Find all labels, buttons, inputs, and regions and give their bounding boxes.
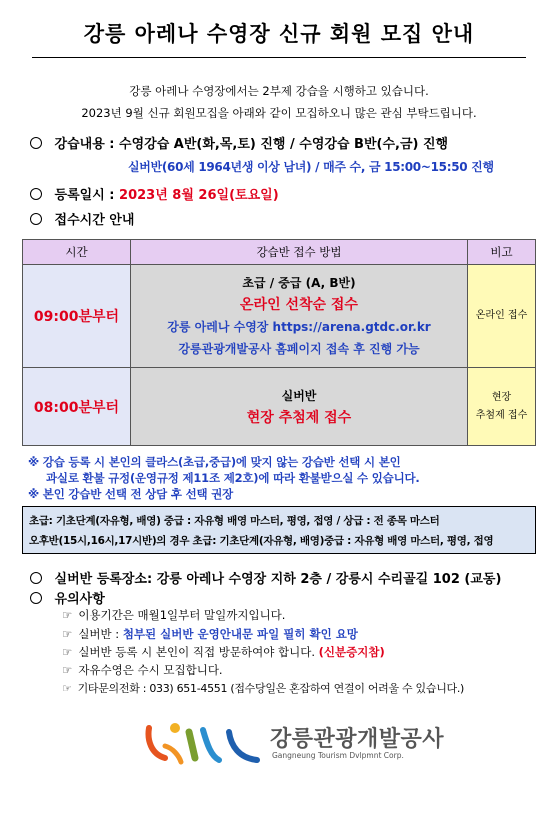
circle-bullet-icon	[30, 572, 42, 584]
row-note	[468, 265, 536, 368]
note-text: 추첨제 접수	[475, 409, 528, 421]
company-name-english: Gangneung Tourism Dvlpmnt Corp.	[272, 751, 404, 760]
reception-row	[30, 209, 134, 228]
circle-bullet-icon	[30, 213, 42, 225]
reception-label: 접수시간 안내	[54, 213, 135, 228]
circle-bullet-icon	[30, 188, 42, 200]
pointing-hand-icon: ☞	[62, 663, 73, 677]
notice-item	[62, 626, 358, 642]
registration-label: 등록일시 :	[54, 188, 115, 203]
pointing-hand-icon: ☞	[62, 682, 72, 695]
warning-line-3: ※ 본인 강습반 선택 전 상담 후 선택 권장	[28, 487, 234, 501]
senior-course-time: / 매주 수, 금 15:00~15:50 진행	[315, 160, 494, 174]
notice-text: 실버반 등록 시 본인이 직접 방문하여야 합니다.	[78, 645, 315, 659]
registration-row	[30, 184, 279, 203]
schedule-table	[22, 239, 536, 446]
warning-line-1: ※ 강습 등록 시 본인의 클라스(초급,중급)에 맞지 않는 강습반 선택 시 본인	[28, 455, 401, 469]
method-class: 초급 / 중급 (A, B반)	[242, 276, 356, 290]
company-logo	[145, 718, 445, 768]
header-note: 비고	[468, 240, 536, 265]
circle-bullet-icon	[30, 137, 42, 149]
notice-emphasis: 첨부된 실버반 운영안내문 파일 필히 확인 요망	[122, 627, 358, 641]
silver-place-text: 실버반 등록장소: 강릉 아레나 수영장 지하 2층 / 강릉시 수리골길 102 (교동)	[54, 572, 502, 587]
row-method	[131, 265, 468, 368]
company-name-korean: 강릉관광개발공사	[270, 727, 445, 752]
method-class: 실버반	[281, 388, 317, 403]
warning-line-2: 과실로 환불 규정(운영규정 제11조 제2호)에 따라 환불받으실 수 있습니다.	[46, 471, 420, 485]
row-note	[468, 368, 536, 446]
pointing-hand-icon: ☞	[62, 645, 73, 659]
method-instruction: 강릉관광개발공사 홈페이지 접속 후 진행 가능	[178, 342, 420, 356]
notice-item	[62, 644, 385, 660]
notice-id-required: (신분증지참)	[318, 645, 385, 659]
senior-course-age: 실버반(60세 1964년생 이상 남녀)	[128, 160, 312, 174]
course-value: 수영강습 A반(화,목,토) 진행 / 수영강습 B반(수,금) 진행	[119, 137, 449, 152]
page-title: 강릉 아레나 수영장 신규 회원 모집 안내	[83, 22, 475, 46]
title-divider	[32, 57, 526, 58]
course-label: 강습내용 :	[54, 137, 115, 152]
level-line-1: 초급: 기초단계(자유형, 배영) 중급 : 자유형 배영 마스터, 평영, 접영 / 상급 : 전 종목 마스터	[29, 515, 440, 527]
note-text: 현장	[491, 391, 512, 403]
row-method	[131, 368, 468, 446]
notice-contact: 기타문의전화 : 033) 651-4551 (접수당일은 혼잡하여 연결이 어려울 수 있습니다.)	[77, 682, 465, 695]
senior-course-line	[128, 158, 494, 175]
intro-line-1: 강릉 아레나 수영장에서는 2부제 강습을 시행하고 있습니다.	[129, 84, 429, 98]
pointing-hand-icon: ☞	[62, 627, 73, 641]
header-time: 시간	[23, 240, 131, 265]
notice-prefix: 실버반 :	[78, 627, 120, 641]
course-row	[30, 133, 448, 152]
notice-text: 이용기간은 매월1일부터 말일까지입니다.	[78, 608, 286, 622]
registration-date: 2023년 8월 26일(토요일)	[119, 188, 279, 203]
company-logo-mark-icon	[145, 718, 265, 768]
row-time: 09:00분부터	[23, 265, 131, 368]
method-type: 온라인 선착순 접수	[240, 297, 358, 313]
silver-place-row	[30, 568, 501, 587]
method-site-link[interactable]: 강릉 아레나 수영장 https://arena.gtdc.or.kr	[167, 320, 431, 334]
row-time: 08:00분부터	[23, 368, 131, 446]
table-row	[23, 368, 536, 446]
notice-text: 자유수영은 수시 모집합니다.	[78, 663, 223, 677]
notice-item	[62, 662, 223, 678]
level-line-2: 오후반(15시,16시,17시반)의 경우 초급: 기초단계(자유형, 배영)중급 : 자유형 배영 마스터, 평영, 접영	[29, 535, 494, 547]
table-row	[23, 265, 536, 368]
notice-item	[62, 680, 464, 696]
notice-row	[30, 588, 105, 607]
level-definitions-box	[22, 506, 536, 554]
notice-item	[62, 607, 285, 623]
intro-line-2: 2023년 9월 신규 회원모집을 아래와 같이 모집하오니 많은 관심 부탁드립니다.	[81, 106, 477, 120]
circle-bullet-icon	[30, 592, 42, 604]
schedule-header-row	[23, 240, 536, 265]
note-text: 온라인 접수	[475, 310, 528, 321]
method-type: 현장 추첨제 접수	[246, 409, 352, 426]
header-method: 강습반 접수 방법	[131, 240, 468, 265]
pointing-hand-icon: ☞	[62, 608, 73, 622]
notice-label: 유의사항	[54, 592, 105, 607]
